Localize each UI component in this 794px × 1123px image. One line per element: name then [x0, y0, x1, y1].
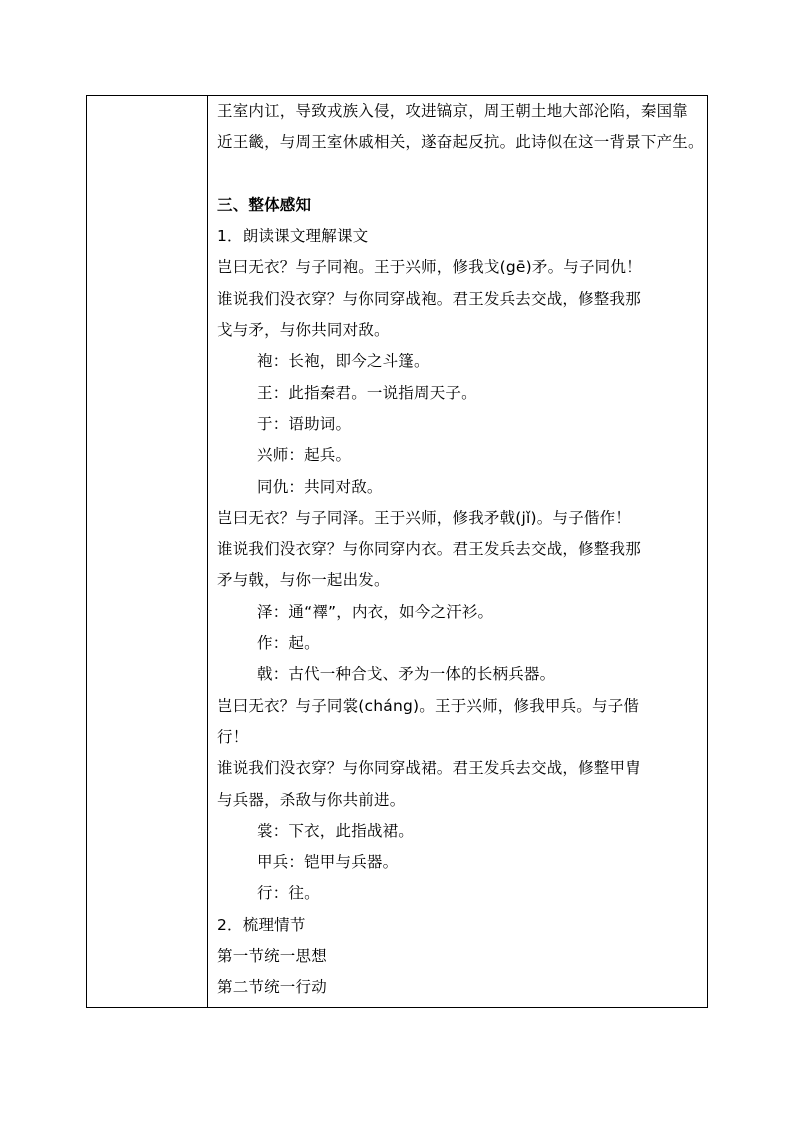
text-line: 兴师：起兵。	[257, 446, 352, 465]
text-line: 泽：通“襗”，内衣，如今之汗衫。	[257, 602, 494, 621]
text-line: 行：往。	[257, 884, 320, 903]
text-line: 王：此指秦君。一说指周天子。	[257, 383, 477, 402]
text-line: 谁说我们没衣穿？与你同穿战裙。君王发兵去交战，修整甲胄	[217, 759, 641, 778]
text-line: 戟：古代一种合戈、矛为一体的长柄兵器。	[257, 665, 556, 684]
section-heading: 三、整体感知	[217, 195, 312, 214]
text-line: 同仇：共同对敌。	[257, 477, 383, 496]
text-line: 第二节统一行动	[217, 978, 327, 997]
table-column-divider	[207, 96, 208, 1007]
text-line: 王室内讧，导致戎族入侵，攻进镐京，周王朝土地大部沦陷，秦国靠	[217, 102, 689, 120]
text-line: 裳：下衣，此指战裙。	[257, 821, 415, 840]
text-line: 1．朗读课文理解课文	[217, 227, 369, 246]
text-line: 矛与戟，与你一起出发。	[217, 571, 390, 590]
text-line: 岂曰无衣？与子同袍。王于兴师，修我戈(gē)矛。与子同仇！	[217, 258, 642, 277]
text-line: 2．梳理情节	[217, 915, 306, 934]
table-right-cell	[217, 96, 707, 1004]
text-line: 谁说我们没衣穿？与你同穿内衣。君王发兵去交战，修整我那	[217, 540, 641, 559]
text-line: 袍：长袍，即今之斗篷。	[257, 352, 430, 371]
document-table	[86, 95, 708, 1008]
text-line: 谁说我们没衣穿？与你同穿战袍。君王发兵去交战，修整我那	[217, 289, 641, 308]
text-line: 岂曰无衣？与子同裳(cháng)。王于兴师，修我甲兵。与子偕	[217, 696, 640, 715]
text-line: 甲兵：铠甲与兵器。	[257, 853, 399, 872]
text-line: 行！	[217, 727, 249, 746]
blank-line	[217, 159, 707, 190]
text-line: 与兵器，杀敌与你共前进。	[217, 790, 406, 809]
text-line: 于：语助词。	[257, 414, 352, 433]
text-line: 岂曰无衣？与子同泽。王于兴师，修我矛戟(jǐ)。与子偕作！	[217, 508, 632, 527]
text-line: 近王畿，与周王室休戚相关，遂奋起反抗。此诗似在这一背景下产生。	[217, 133, 704, 152]
text-line: 第一节统一思想	[217, 947, 327, 966]
text-line: 戈与矛，与你共同对敌。	[217, 321, 390, 340]
text-line: 作：起。	[257, 634, 320, 653]
